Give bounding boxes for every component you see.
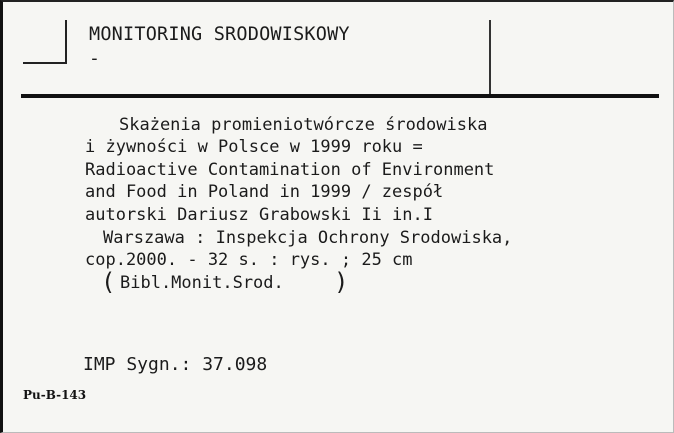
corner-mark-vertical (65, 20, 67, 64)
subject-heading: MONITORING SRODOWISKOWY (89, 24, 350, 45)
heading-rule (21, 94, 659, 98)
entry-line-3: Radioactive Contamination of Environment (85, 160, 495, 180)
entry-line-7: cop.2000. - 32 s. : rys. ; 25 cm (85, 250, 413, 270)
stamp-code: Pu-B-143 (23, 388, 87, 402)
series-close-paren: ) (334, 268, 349, 296)
subject-heading-dash: - (89, 48, 100, 69)
call-number: IMP Sygn.: 37.098 (83, 354, 268, 375)
entry-line-4: and Food in Poland in 1999 / zespół (85, 182, 444, 202)
entry-line-1: Skażenia promieniotwórcze środowiska (119, 115, 488, 135)
series-open-paren: ( (101, 268, 116, 296)
corner-mark-horizontal (23, 62, 67, 64)
entry-line-6: Warszawa : Inspekcja Ochrony Srodowiska, (103, 228, 513, 248)
entry-line-5: autorski Dariusz Grabowski Ii in.I (85, 205, 433, 225)
entry-line-2: i żywności w Polsce w 1999 roku = (85, 137, 423, 157)
series-note: Bibl.Monit.Srod. (120, 273, 284, 293)
heading-separator-line (489, 20, 491, 96)
